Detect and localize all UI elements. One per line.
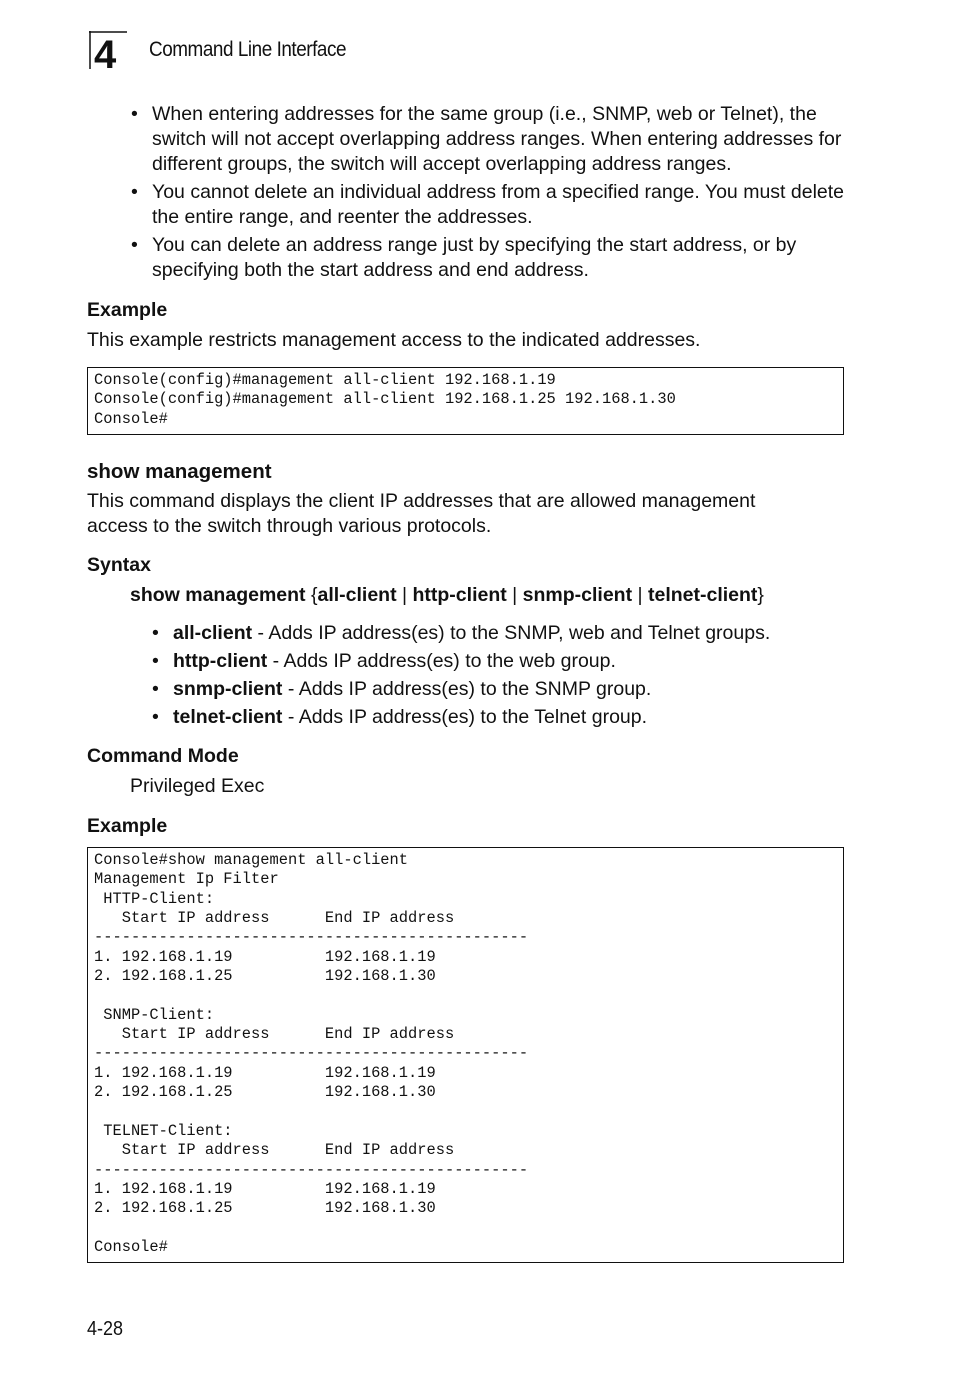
parameter-list (152, 621, 852, 733)
chapter-number: 4 (94, 33, 117, 69)
list-item: • You cannot delete an individual address from a specified range. You must delete the entire range, and reenter the addresses. (131, 180, 851, 230)
param-term: snmp-client (173, 678, 283, 700)
param-description: - Adds IP address(es) to the Telnet group. (282, 706, 648, 728)
intro-bullet-list (131, 102, 851, 286)
syntax-option: snmp-client (522, 584, 633, 606)
page-number: 4-28 (87, 1318, 124, 1340)
syntax-brace-open: { (305, 584, 318, 606)
syntax-command: show management (130, 584, 306, 606)
command-description: This command displays the client IP addresses that are allowed management access to the switch through various protocols. (87, 490, 756, 537)
param-term: http-client (173, 650, 268, 672)
list-item (152, 677, 852, 702)
syntax-option: all-client (317, 584, 397, 606)
param-term: all-client (173, 622, 253, 644)
syntax-heading: Syntax (87, 554, 151, 576)
syntax-option: telnet-client (647, 584, 758, 606)
chapter-number-graphic (89, 31, 129, 69)
example-heading: Example (87, 815, 168, 837)
command-mode-heading: Command Mode (87, 745, 239, 767)
syntax-option: http-client (412, 584, 507, 606)
syntax-separator: | (396, 584, 413, 606)
running-header-title: Command Line Interface (149, 38, 347, 61)
list-item: • You can delete an address range just by specifying the start address, or by specifying both the start address and end address. (131, 233, 851, 283)
syntax-line (130, 584, 764, 607)
example-description: This example restricts management access to the indicated addresses. (87, 329, 701, 351)
list-item (152, 649, 852, 674)
code-block: Console(config)#management all-client 192.168.1.19 Console(config)#management all-client 192.168.1.25 192.168.1.30 Console# (87, 367, 844, 435)
param-description: - Adds IP address(es) to the SNMP, web and Telnet groups. (252, 622, 771, 644)
list-item: • When entering addresses for the same group (i.e., SNMP, web or Telnet), the switch will not accept overlapping address ranges. When entering addresses for different groups, the switch will accept overlapping address ranges. (131, 102, 851, 177)
param-term: telnet-client (173, 706, 283, 728)
syntax-separator: | (632, 584, 648, 606)
example-heading: Example (87, 299, 168, 321)
syntax-separator: | (506, 584, 523, 606)
list-item (152, 621, 852, 646)
list-item (152, 705, 852, 730)
code-block: Console#show management all-client Management Ip Filter HTTP-Client: Start IP address End IP address ----------------------------------------------- 1. 192.168.1.19 192.168.1.19 2. 192.168.1.25 192.168.1.30 SNMP-Client: Start IP address End IP address ----------------------------------------------- 1. 192.168.1.19 192.168.1.19 2. 192.168.1.25 192.168.1.30 TELNET-Client: Start IP address End IP address ----------------------------------------------- 1. 192.168.1.19 192.168.1.19 2. 192.168.1.25 192.168.1.30 Console# (87, 847, 844, 1263)
param-description: - Adds IP address(es) to the web group. (267, 650, 616, 672)
syntax-brace-close: } (757, 584, 764, 606)
command-mode-value: Privileged Exec (130, 775, 265, 797)
param-description: - Adds IP address(es) to the SNMP group. (282, 678, 652, 700)
command-heading: show management (87, 460, 272, 483)
